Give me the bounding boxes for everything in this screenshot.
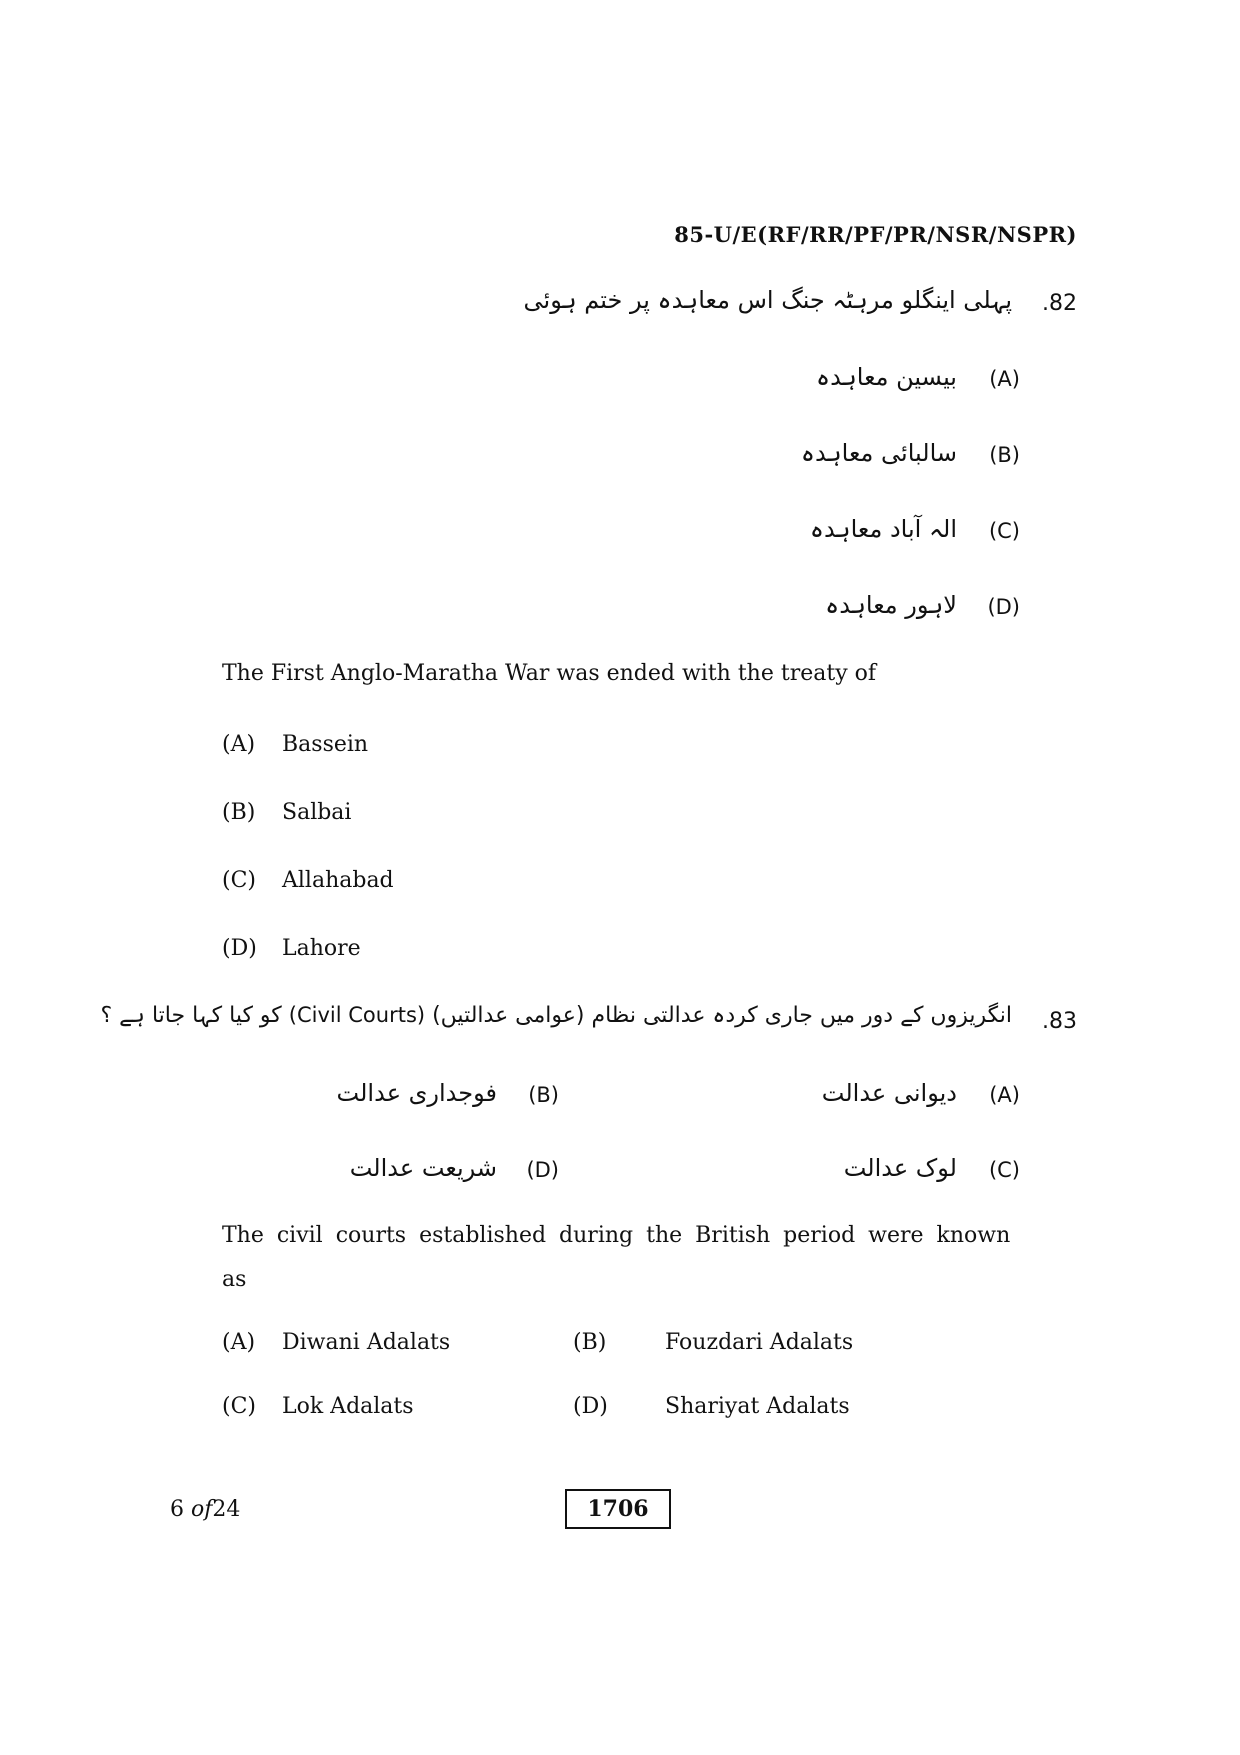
q83-option-c-label: (C) — [222, 1394, 256, 1419]
q83-option-d-label: (D) — [573, 1394, 608, 1419]
question-83-civil-courts: (Civil Courts) — [288, 1003, 426, 1027]
q83-urdu-option-d-label: (D) — [526, 1158, 559, 1182]
q83-urdu-option-a-label: (A) — [989, 1083, 1020, 1107]
question-83-english-text-line1: The civil courts established during the British period were known — [222, 1223, 1011, 1248]
q83-urdu-option-d: شریعت عدالت — [349, 1154, 497, 1182]
q82-option-d: Lahore — [282, 936, 361, 961]
paper-code: 85-U/E(RF/RR/PF/PR/NSR/NSPR) — [674, 222, 1077, 247]
q83-option-c: Lok Adalats — [282, 1394, 414, 1419]
q82-option-c: Allahabad — [282, 868, 394, 893]
q83-option-a-label: (A) — [222, 1330, 256, 1355]
q83-option-b: Fouzdari Adalats — [665, 1330, 854, 1355]
question-82-number: .82 — [1042, 291, 1077, 316]
q83-urdu-option-b-label: (B) — [528, 1083, 559, 1107]
question-83-number: .83 — [1042, 1009, 1077, 1034]
q82-option-b-label: (B) — [222, 800, 256, 825]
page-current: 6 — [170, 1497, 184, 1522]
q82-urdu-option-d-label: (D) — [987, 595, 1020, 619]
q82-option-d-label: (D) — [222, 936, 257, 961]
question-82-urdu-text: پہلی اینگلو مرہٹہ جنگ اس معاہدہ پر ختم ہوئی — [523, 286, 1012, 314]
q83-urdu-option-c: لوک عدالت — [843, 1154, 957, 1182]
question-83-english-text-line2: as — [222, 1267, 247, 1292]
question-83-urdu-part1: انگریزوں کے دور میں جاری کردہ عدالتی نظام (عوامی عدالتیں) — [432, 1003, 1012, 1028]
q83-option-a: Diwani Adalats — [282, 1330, 451, 1355]
q82-urdu-option-b: سالبائی معاہدہ — [800, 439, 957, 467]
q83-urdu-option-a: دیوانی عدالت — [821, 1079, 957, 1107]
question-83-urdu-part2: کو کیا کہا جاتا ہے ؟ — [100, 1003, 282, 1028]
q82-option-c-label: (C) — [222, 868, 256, 893]
q82-urdu-option-b-label: (B) — [989, 443, 1020, 467]
question-83-urdu-text — [101, 1003, 1013, 1028]
page-of: of — [191, 1497, 213, 1522]
page-number — [170, 1497, 240, 1522]
q82-urdu-option-a-label: (A) — [989, 367, 1020, 391]
q82-urdu-option-d: لاہور معاہدہ — [825, 591, 957, 619]
page-total: 24 — [212, 1497, 241, 1522]
q83-urdu-option-c-label: (C) — [988, 1158, 1020, 1182]
q82-option-b: Salbai — [282, 800, 352, 825]
q82-option-a: Bassein — [282, 732, 369, 757]
q83-option-b-label: (B) — [573, 1330, 607, 1355]
q82-option-a-label: (A) — [222, 732, 256, 757]
q83-option-d: Shariyat Adalats — [665, 1394, 850, 1419]
q83-urdu-option-b: فوجداری عدالت — [336, 1079, 497, 1107]
q82-urdu-option-a: بیسین معاہدہ — [816, 363, 957, 391]
booklet-code: 1706 — [565, 1489, 671, 1529]
q82-urdu-option-c: الہ آباد معاہدہ — [809, 515, 957, 543]
question-82-english-text: The First Anglo-Maratha War was ended with the treaty of — [222, 661, 877, 686]
q82-urdu-option-c-label: (C) — [988, 519, 1020, 543]
